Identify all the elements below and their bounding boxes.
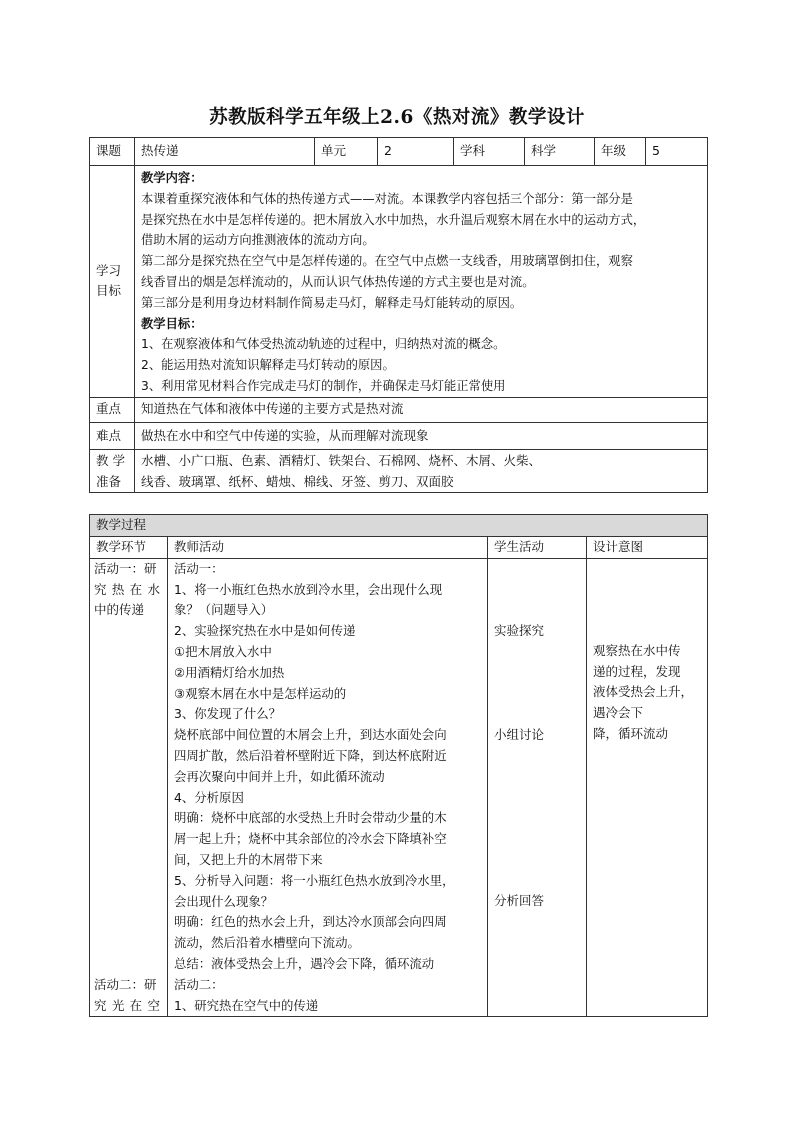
- label-nandian: 难点: [90, 422, 135, 449]
- value-zhunbei: [135, 449, 708, 493]
- value-xueke: 科学: [525, 138, 595, 166]
- teacher-line: 明确：烧杯中底部的水受热上升时会带动少量的木: [174, 810, 447, 826]
- col-header-teacher: 教师活动: [168, 537, 488, 559]
- teacher-line: 间，又把上升的木屑带下来: [174, 851, 323, 867]
- teacher-line: 烧杯底部中间位置的木屑会上升，到达水面处会向: [174, 727, 447, 743]
- teacher-line: 会再次聚向中间并上升，如此循环流动: [174, 768, 385, 784]
- teacher-line: 活动二：: [174, 976, 224, 992]
- teacher-line: ②用酒精灯给水加热: [174, 664, 285, 680]
- label-danyuan: 单元: [315, 138, 378, 166]
- value-zhongdian: 知道热在气体和液体中传递的主要方式是热对流: [135, 397, 708, 422]
- page-title: 苏教版科学五年级上2.6《热对流》教学设计: [209, 107, 585, 128]
- label-keti: 课题: [90, 138, 135, 166]
- goals-line: 1、在观察液体和气体受热流动轨迹的过程中，归纳热对流的概念。: [141, 337, 506, 352]
- intent-line: 液体受热会上升，: [593, 684, 694, 700]
- stage2-line: 活动二：研: [94, 976, 157, 992]
- label-zhunbei-line2: 准备: [96, 473, 122, 489]
- teaching-process-table: [89, 514, 708, 1017]
- lesson-info-table: [89, 137, 708, 493]
- teacher-line: ③观察木屑在水中是怎样运动的: [174, 685, 347, 701]
- teacher-line: 四周扩散，然后沿着杯壁附近下降，到达杯底附近: [174, 747, 447, 763]
- teacher-line: 会出现什么现象？: [174, 893, 274, 909]
- teacher-line: 屑一起上升；烧杯中其余部位的冷水会下降填补空: [174, 831, 447, 847]
- teacher-line: 明确：红色的热水会上升，到达冷水顶部会向四周: [174, 914, 447, 930]
- zhunbei-line: 水槽、小广口瓶、色素、酒精灯、铁架台、石棉网、烧杯、木屑、火柴、: [141, 452, 542, 468]
- label-zhongdian: 重点: [90, 397, 135, 422]
- goals-line: 教学目标：: [141, 316, 203, 331]
- goals-line: 2、能运用热对流知识解释走马灯转动的原因。: [141, 358, 395, 373]
- goals-content: [135, 166, 708, 398]
- intent-line: 递的过程，发现: [593, 663, 681, 679]
- value-nandian: 做热在水中和空气中传递的实验，从而理解对流现象: [135, 422, 708, 449]
- label-goals: [90, 166, 135, 398]
- goals-line: 借助木屑的运动方向推测液体的流动方向。: [141, 233, 375, 248]
- teacher-line: 1、研究热在空气中的传递: [174, 997, 319, 1013]
- goals-line: 教学内容：: [141, 171, 203, 185]
- student-activity-1: 实验探究: [494, 622, 545, 638]
- intent-line: 观察热在水中传: [593, 642, 681, 658]
- teacher-activity-cell: [168, 558, 488, 1017]
- student-activity-2: 小组讨论: [494, 726, 545, 742]
- label-goals-line1: 学习: [96, 262, 122, 278]
- goals-line: 第二部分是探究热在空气中是怎样传递的。在空气中点燃一支线香，用玻璃罩倒扣住，观察: [141, 254, 633, 269]
- student-activity-3: 分析回答: [494, 892, 545, 908]
- teacher-line: ①把木屑放入水中: [174, 643, 272, 659]
- stage-line: 活动一：研: [94, 560, 157, 576]
- goals-line: 是探究热在水中是怎样传递的。把木屑放入水中加热，水升温后观察木屑在水中的运动方式，: [141, 212, 646, 227]
- col-header-stage: 教学环节: [90, 537, 168, 559]
- stage-line: 究热在水: [94, 581, 160, 597]
- teacher-line: 总结：液体受热会上升，遇冷会下降，循环流动: [174, 955, 435, 971]
- goals-line: 线香冒出的烟是怎样流动的，从而认识气体热传递的方式主要也是对流。: [141, 274, 535, 289]
- col-header-student: 学生活动: [488, 537, 587, 559]
- label-zhunbei: [90, 449, 135, 493]
- zhunbei-line: 线香、玻璃罩、纸杯、蜡烛、棉线、牙签、剪刀、双面胶: [141, 473, 454, 489]
- teacher-line: 3、你发现了什么？: [174, 706, 282, 722]
- teacher-line: 活动一：: [174, 560, 224, 576]
- goals-line: 第三部分是利用身边材料制作简易走马灯，解释走马灯能转动的原因。: [141, 295, 523, 310]
- student-activity-cell: [488, 558, 587, 1017]
- stage-cell: [90, 558, 168, 1017]
- teacher-line: 象？（问题导入）: [174, 602, 274, 618]
- label-nianji: 年级: [595, 138, 646, 166]
- teacher-line: 4、分析原因: [174, 789, 244, 805]
- value-nianji: 5: [646, 138, 708, 166]
- value-keti: 热传递: [135, 138, 315, 166]
- stage2-line: 究光在空: [94, 997, 160, 1013]
- teacher-line: 5、分析导入问题：将一小瓶红色热水放到冷水里，: [174, 872, 455, 888]
- label-xueke: 学科: [454, 138, 525, 166]
- teacher-line: 2、实验探究热在水中是如何传递: [174, 623, 356, 639]
- process-header: 教学过程: [90, 515, 708, 537]
- label-zhunbei-line1: 教 学: [96, 452, 125, 468]
- intent-line: 遇冷会下: [593, 705, 644, 721]
- goals-line: 本课着重探究液体和气体的热传递方式——对流。本课教学内容包括三个部分：第一部分是: [141, 191, 633, 206]
- col-header-intent: 设计意图: [587, 537, 708, 559]
- stage-line: 中的传递: [94, 602, 145, 618]
- teacher-line: 流动，然后沿着水槽壁向下流动。: [174, 935, 360, 951]
- goals-line: 3、利用常见材料合作完成走马灯的制作，并确保走马灯能正常使用: [141, 378, 506, 393]
- teacher-line: 1、将一小瓶红色热水放到冷水里，会出现什么现: [174, 581, 443, 597]
- intent-line: 降，循环流动: [593, 725, 669, 741]
- design-intent-cell: [587, 558, 708, 1017]
- value-danyuan: 2: [378, 138, 454, 166]
- label-goals-line2: 目标: [96, 283, 122, 299]
